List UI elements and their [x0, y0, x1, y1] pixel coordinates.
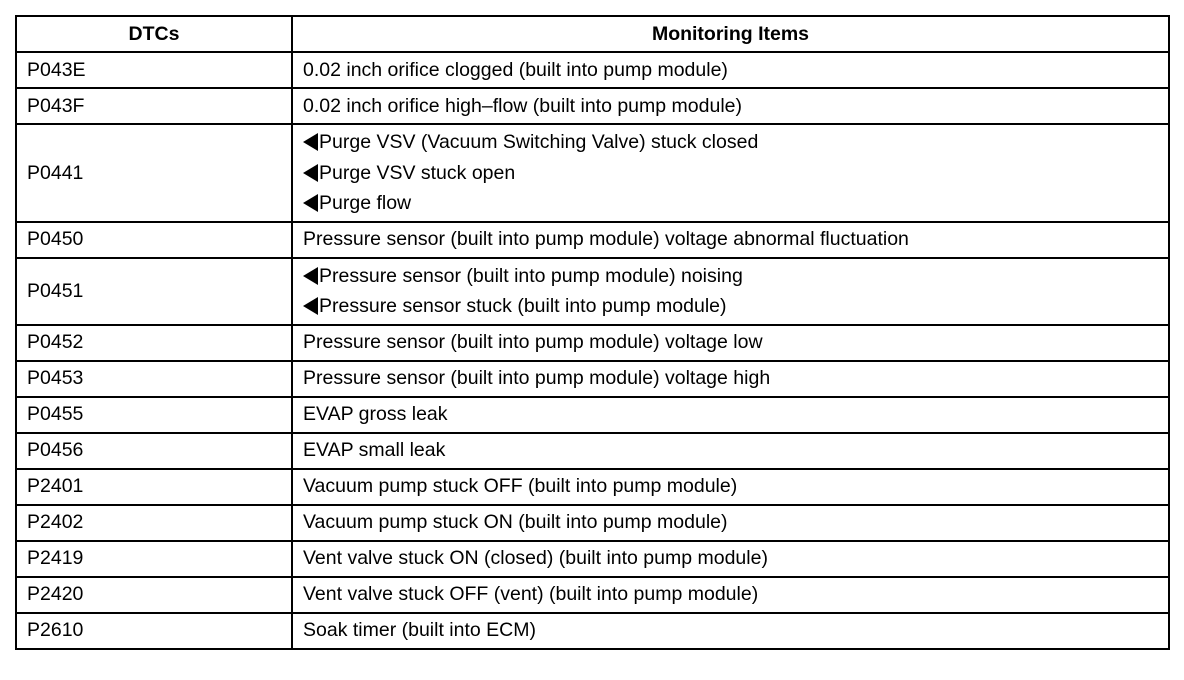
monitoring-item	[303, 507, 1158, 538]
dtc-code: P0441	[16, 124, 292, 222]
monitoring-items-cell	[292, 505, 1169, 541]
triangle-bullet-icon	[303, 194, 318, 212]
table-row	[16, 577, 1169, 613]
dtc-table-container	[15, 15, 1168, 650]
table-row	[16, 361, 1169, 397]
header-dtcs: DTCs	[16, 16, 292, 52]
dtc-code: P0452	[16, 325, 292, 361]
monitoring-items-cell	[292, 577, 1169, 613]
monitoring-item-text: Pressure sensor (built into pump module) voltage abnormal fluctuation	[303, 228, 909, 251]
monitoring-item	[303, 471, 1158, 502]
monitoring-item	[303, 579, 1158, 610]
dtc-code: P0456	[16, 433, 292, 469]
table-row	[16, 52, 1169, 88]
header-monitoring-items: Monitoring Items	[292, 16, 1169, 52]
monitoring-item	[303, 127, 1158, 158]
monitoring-items-cell	[292, 124, 1169, 222]
monitoring-item-text: Pressure sensor (built into pump module) voltage high	[303, 367, 771, 390]
monitoring-items-cell	[292, 397, 1169, 433]
monitoring-items-cell	[292, 541, 1169, 577]
dtc-code: P2402	[16, 505, 292, 541]
monitoring-item-text: Soak timer (built into ECM)	[303, 619, 536, 642]
monitoring-item-text: Purge flow	[319, 192, 412, 214]
monitoring-item	[303, 55, 1158, 86]
monitoring-item-text: Vacuum pump stuck OFF (built into pump module)	[303, 475, 738, 498]
monitoring-item-text: 0.02 inch orifice high–flow (built into pump module)	[303, 94, 742, 117]
dtc-code: P043F	[16, 88, 292, 124]
monitoring-item-text: Vent valve stuck ON (closed) (built into pump module)	[303, 547, 768, 570]
monitoring-items-cell	[292, 613, 1169, 649]
monitoring-item-text: EVAP small leak	[303, 439, 446, 462]
monitoring-items-cell	[292, 52, 1169, 88]
dtc-code: P0455	[16, 397, 292, 433]
dtc-code: P2401	[16, 469, 292, 505]
monitoring-item	[303, 399, 1158, 430]
dtc-code: P0450	[16, 222, 292, 258]
table-row	[16, 397, 1169, 433]
table-row	[16, 613, 1169, 649]
table-row	[16, 222, 1169, 258]
table-row	[16, 469, 1169, 505]
monitoring-item-text: 0.02 inch orifice clogged (built into pump module)	[303, 58, 728, 81]
triangle-bullet-icon	[303, 297, 318, 315]
table-row	[16, 325, 1169, 361]
monitoring-items-cell	[292, 469, 1169, 505]
dtc-code: P0453	[16, 361, 292, 397]
monitoring-item	[303, 615, 1158, 646]
monitoring-item	[303, 224, 1158, 255]
table-row	[16, 258, 1169, 325]
dtc-code: P2610	[16, 613, 292, 649]
dtc-code: P0451	[16, 258, 292, 325]
monitoring-item-text: Purge VSV (Vacuum Switching Valve) stuck closed	[319, 131, 759, 153]
monitoring-item-text: EVAP gross leak	[303, 403, 448, 426]
monitoring-item	[303, 543, 1158, 574]
monitoring-items-cell	[292, 433, 1169, 469]
monitoring-items-cell	[292, 222, 1169, 258]
dtc-monitoring-table	[15, 15, 1170, 650]
triangle-bullet-icon	[303, 133, 318, 151]
monitoring-item-text: Pressure sensor stuck (built into pump module)	[319, 295, 727, 317]
dtc-code: P2419	[16, 541, 292, 577]
monitoring-item-text: Vent valve stuck OFF (vent) (built into pump module)	[303, 583, 759, 606]
monitoring-item	[303, 158, 1158, 189]
monitoring-item	[303, 435, 1158, 466]
monitoring-item	[303, 327, 1158, 358]
monitoring-item	[303, 291, 1158, 322]
monitoring-items-cell	[292, 258, 1169, 325]
monitoring-item-text: Purge VSV stuck open	[319, 161, 516, 184]
monitoring-item	[303, 363, 1158, 394]
triangle-bullet-icon	[303, 164, 318, 182]
dtc-code: P043E	[16, 52, 292, 88]
table-row	[16, 124, 1169, 222]
monitoring-item-text: Pressure sensor (built into pump module) voltage low	[303, 331, 763, 354]
monitoring-items-cell	[292, 325, 1169, 361]
table-row	[16, 541, 1169, 577]
monitoring-item	[303, 91, 1158, 122]
table-body	[16, 52, 1169, 649]
monitoring-items-cell	[292, 361, 1169, 397]
monitoring-item	[303, 188, 1158, 219]
dtc-code: P2420	[16, 577, 292, 613]
monitoring-items-cell	[292, 88, 1169, 124]
table-header-row	[16, 16, 1169, 52]
table-row	[16, 88, 1169, 124]
triangle-bullet-icon	[303, 267, 318, 285]
table-row	[16, 433, 1169, 469]
monitoring-item	[303, 261, 1158, 292]
monitoring-item-text: Pressure sensor (built into pump module) noising	[319, 264, 743, 287]
monitoring-item-text: Vacuum pump stuck ON (built into pump module)	[303, 511, 728, 534]
table-row	[16, 505, 1169, 541]
